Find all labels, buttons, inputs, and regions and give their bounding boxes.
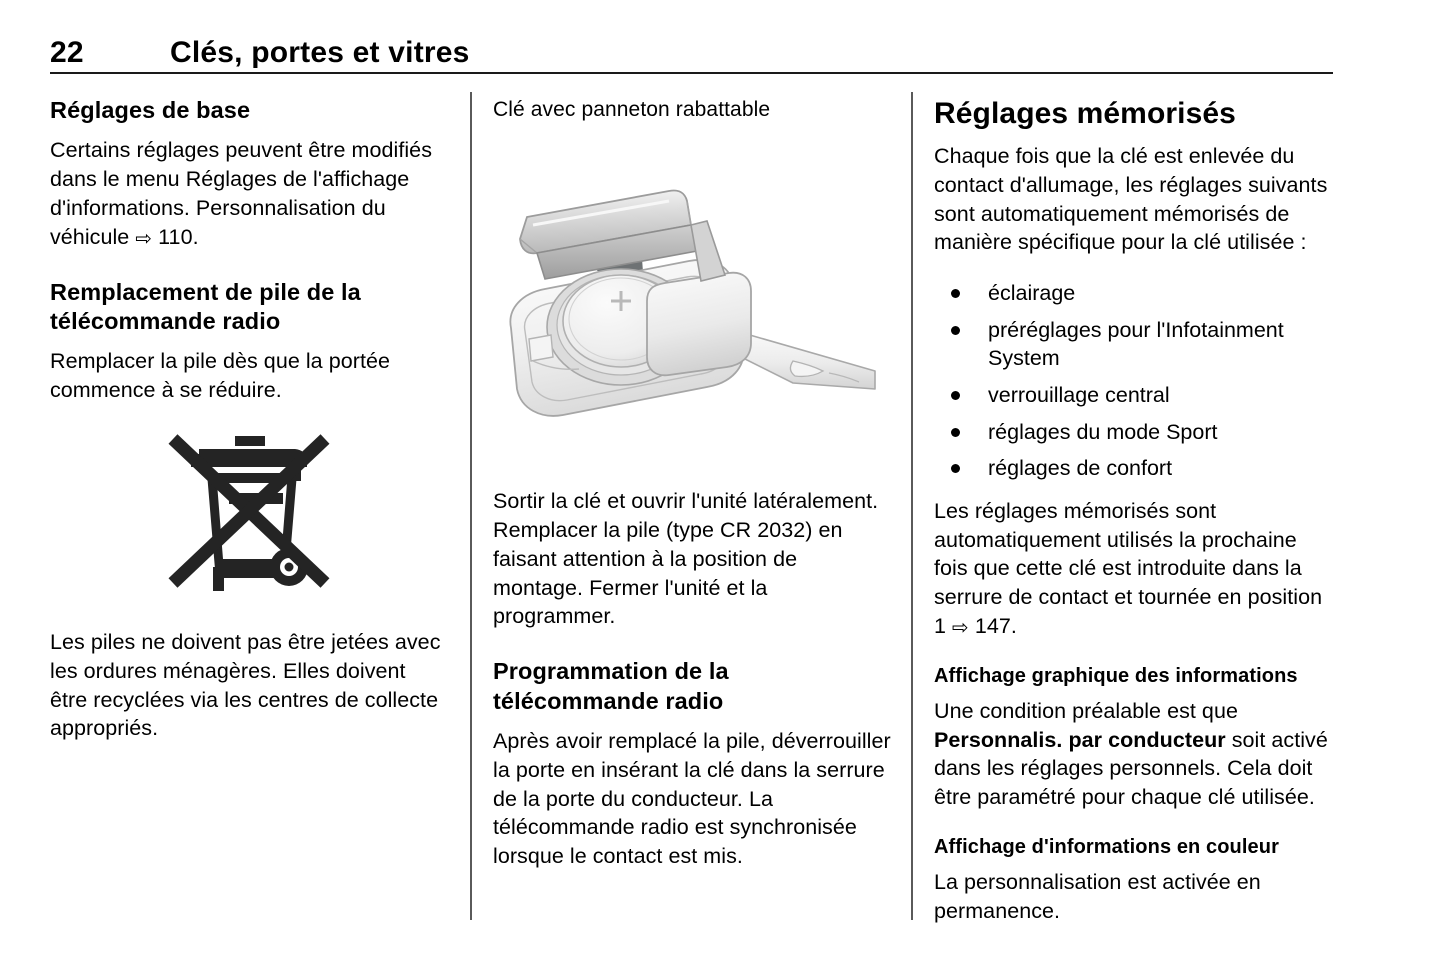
paragraph-reglages-de-base	[50, 136, 448, 251]
heading-reglages-memorises: Réglages mémorisés	[934, 97, 1236, 130]
bullet-dot-icon	[951, 428, 960, 437]
list-item	[934, 381, 1334, 410]
list-item-label: éclairage	[988, 281, 1076, 306]
paragraph-sortir-la-cle: Sortir la clé et ouvrir l'unité latéralement. Remplacer la pile (type CR 2032) en faisant attention à la position de montage. Fermer l'unité et la programmer.	[493, 489, 879, 629]
bullet-dot-icon	[951, 289, 960, 298]
cross-reference-arrow-icon: ⇨	[952, 614, 969, 639]
paragraph-personnalisation-permanente: La personnalisation est activée en permanence.	[934, 869, 1261, 923]
bullet-dot-icon	[951, 326, 960, 335]
paragraph-text-part-1: Les réglages mémorisés sont automatiquement utilisés la prochaine fois que cette clé est introduite dans la serrure de contact et tournée en position 1	[934, 498, 1323, 638]
heading-programmation-telecommande: Programmation de la télécommande radio	[493, 658, 729, 714]
heading-cle-avec-panneton-rabattable: Clé avec panneton rabattable	[493, 98, 771, 121]
content-column-1	[50, 96, 448, 743]
chapter-title: Clés, portes et vitres	[170, 36, 470, 69]
column-divider-left	[470, 92, 472, 920]
paragraph-text-part-2: 147.	[968, 613, 1017, 638]
paragraph-text-part-1: Certains réglages peuvent être modifiés dans le menu Réglages de l'affichage d'informations. Personnalisation du véhicule	[50, 138, 432, 249]
list-item	[934, 454, 1334, 483]
key-fob-battery-replacement-icon	[493, 133, 891, 469]
paragraph-text-part-1: Une condition préalable est que	[934, 698, 1238, 723]
list-item	[934, 418, 1334, 447]
key-fob-figure	[493, 133, 891, 473]
page-number: 22	[50, 36, 84, 69]
list-item	[934, 316, 1334, 373]
heading-reglages-de-base: Réglages de base	[50, 97, 251, 123]
header-divider-rule	[50, 72, 1333, 74]
page-header	[0, 0, 1445, 82]
paragraph-text-part-2: soit activé dans les réglages personnels. Cela doit être paramétré pour chaque clé utilisée.	[934, 727, 1328, 810]
paragraph-chaque-fois-que-la-cle: Chaque fois que la clé est enlevée du contact d'allumage, les réglages suivants sont automatiquement mémorisés de manière spécifique pour la clé utilisée :	[934, 144, 1328, 255]
key-fob-right-body	[647, 273, 751, 376]
memorized-settings-list	[934, 279, 1334, 483]
list-item	[934, 279, 1334, 308]
heading-affichage-graphique: Affichage graphique des informations	[934, 664, 1298, 687]
column-divider-right	[911, 92, 913, 920]
list-item-label: réglages du mode Sport	[988, 419, 1218, 444]
list-item-label: préréglages pour l'Infotainment System	[988, 317, 1284, 371]
content-column-3	[934, 96, 1334, 926]
ui-menu-reference: Personnalis. par conducteur	[934, 727, 1226, 752]
heading-remplacement-de-pile: Remplacement de pile de la télécommande radio	[50, 278, 361, 334]
bullet-dot-icon	[951, 464, 960, 473]
list-item-label: réglages de confort	[988, 456, 1173, 481]
crossed-out-wheelie-bin-icon	[163, 427, 335, 595]
bullet-dot-icon	[951, 391, 960, 400]
list-item-label: verrouillage central	[988, 382, 1170, 407]
paragraph-apres-avoir-remplace: Après avoir remplacé la pile, déverrouiller la porte en insérant la clé dans la serrure de la porte du conducteur. La télécommande radio est synchronisée lorsque le contact est mis.	[493, 729, 891, 869]
paragraph-reglages-memorises-utilises	[934, 497, 1334, 641]
content-column-2	[493, 96, 891, 871]
paragraph-condition-prealable	[934, 697, 1334, 812]
heading-affichage-couleur: Affichage d'informations en couleur	[934, 835, 1279, 858]
cross-reference-arrow-icon: ⇨	[135, 225, 153, 250]
paragraph-remplacer-la-pile: Remplacer la pile dès que la portée commence à se réduire.	[50, 349, 390, 403]
paragraph-text-part-2: 110.	[152, 224, 199, 249]
weee-bin-figure	[50, 427, 448, 600]
paragraph-recyclage-piles: Les piles ne doivent pas être jetées avec les ordures ménagères. Elles doivent être recyclées via les centres de collecte appropriés.	[50, 629, 441, 741]
